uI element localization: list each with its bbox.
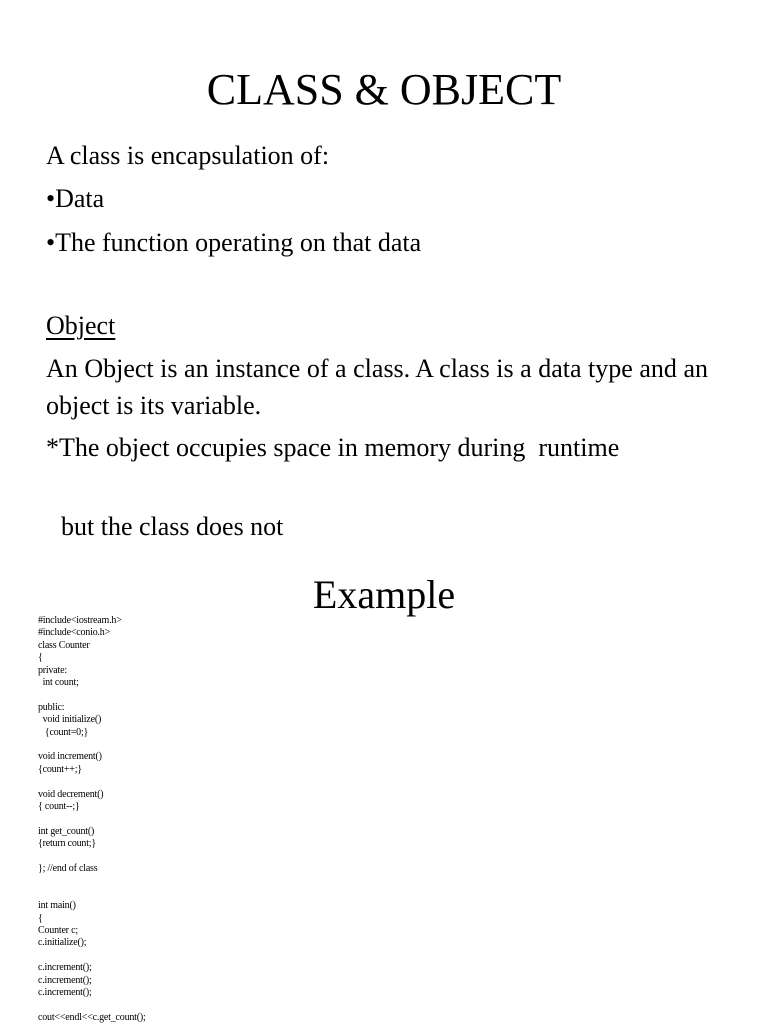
code-line: #include<iostream.h> [38,615,122,626]
code-line: void initialize() [38,714,102,726]
code-line [38,950,146,962]
code-line [38,888,146,900]
code-line: c.increment(); [38,987,92,999]
code-line [38,999,146,1011]
class-intro-text: A class is encapsulation of: [46,141,330,170]
code-line [38,813,146,825]
code-line: c.increment(); [38,974,92,986]
code-line: c.increment(); [38,962,92,974]
code-line: c.initialize(); [38,937,87,949]
code-line: int get_count() [38,825,95,837]
class-note-text: but the class does not [61,512,284,541]
code-line: {count=0;} [38,726,89,738]
code-line [38,851,146,863]
code-line: {return count;} [38,838,96,850]
code-line: void increment() [38,751,102,763]
object-heading: Object [46,311,116,340]
code-line: cout<<endl<<c.get_count(); [38,1011,146,1023]
class-components-list [46,177,421,265]
code-line: private: [38,664,67,676]
code-line: { [38,912,43,924]
code-line [38,875,146,887]
code-line [38,689,146,701]
memory-note-text: *The object occupies space in memory during runtime [46,433,620,462]
code-line: Counter c; [38,925,78,937]
code-line: { [38,652,43,664]
slide-title: CLASS & OBJECT [206,65,562,114]
object-definition-text: An Object is an instance of a class. A class is a data type and an object is its variable. [46,354,708,420]
code-line: int main() [38,900,76,912]
code-line [38,776,146,788]
code-line: int count; [38,677,79,689]
bullet-item-functions: •The function operating on that data [46,228,422,257]
bullet-item-data: •Data [46,184,105,213]
code-line: void decrement() [38,788,104,800]
code-line: }; //end of class [38,863,98,875]
code-line [38,739,146,751]
code-example-block [38,615,146,1024]
code-line: class Counter [38,639,90,651]
code-line: #include<conio.h> [38,627,111,639]
code-line: public: [38,701,65,713]
code-line: {count++;} [38,763,82,775]
example-heading: Example [312,572,456,617]
code-line: { count--;} [38,801,80,813]
